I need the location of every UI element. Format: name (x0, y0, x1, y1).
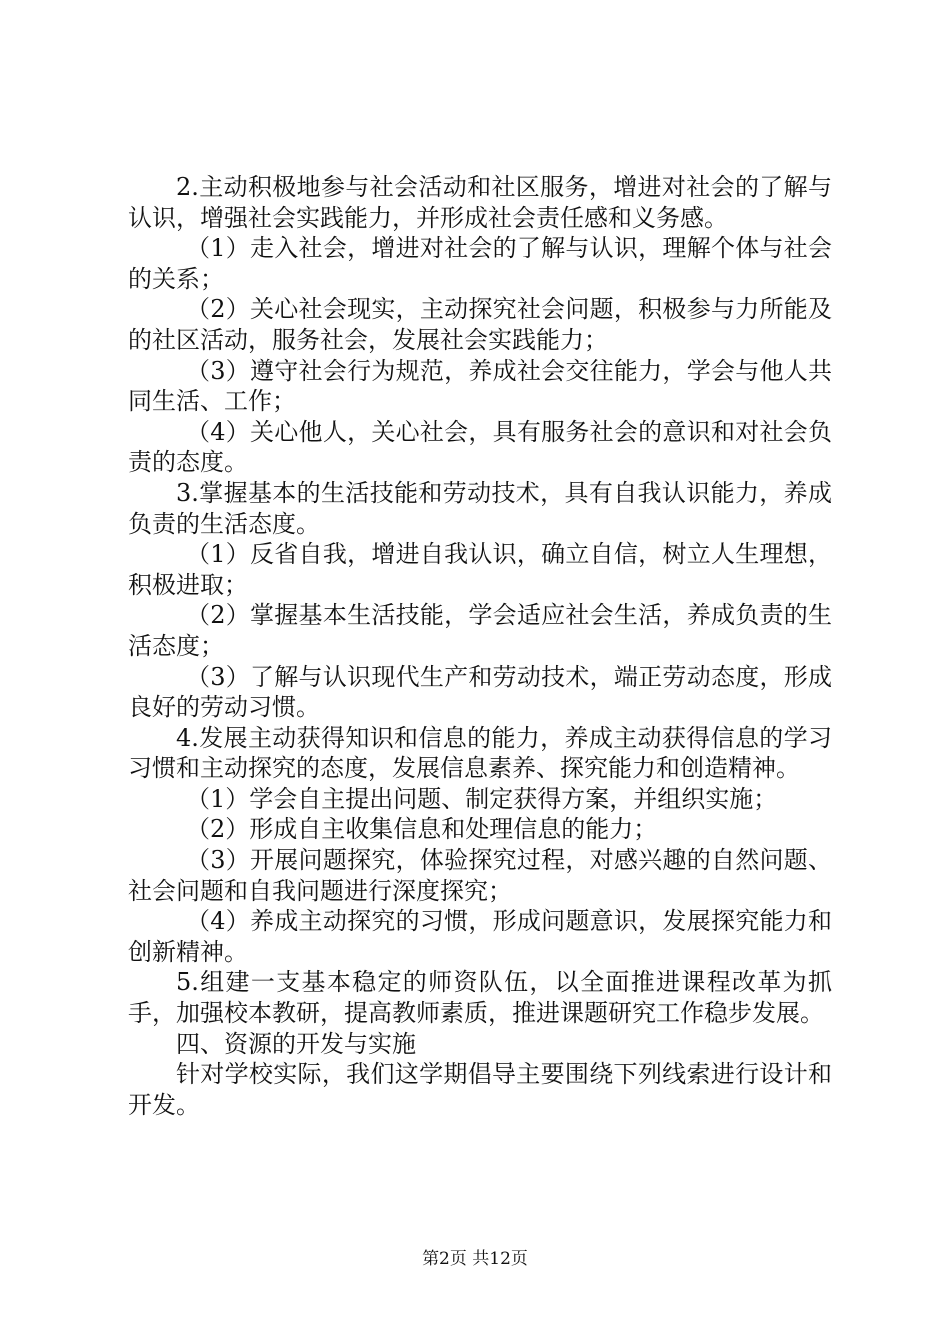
paragraph: （1）反省自我，增进自我认识，确立自信，树立人生理想，积极进取； (128, 540, 832, 599)
paragraph: （2）关心社会现实，主动探究社会问题，积极参与力所能及的社区活动，服务社会，发展社会实践能力； (128, 295, 832, 354)
paragraph: （1）学会自主提出问题、制定获得方案，并组织实施； (186, 784, 778, 813)
section-heading: 四、资源的开发与实施 (176, 1029, 416, 1058)
paragraph: （1）走入社会，增进对社会的了解与认识，理解个体与社会的关系； (128, 234, 832, 293)
paragraph: 2.主动积极地参与社会活动和社区服务，增进对社会的了解与认识，增强社会实践能力，并形成社会责任感和义务感。 (128, 173, 832, 232)
document-body (128, 172, 832, 1120)
paragraph: 5.组建一支基本稳定的师资队伍，以全面推进课程改革为抓手，加强校本教研，提高教师素质，推进课题研究工作稳步发展。 (128, 968, 832, 1028)
paragraph: （3）了解与认识现代生产和劳动技术，端正劳动态度，形成良好的劳动习惯。 (128, 662, 832, 722)
page-number-footer: 第2页 共12页 (422, 1249, 528, 1269)
paragraph: 4.发展主动获得知识和信息的能力，养成主动获得信息的学习习惯和主动探究的态度，发展信息素养、探究能力和创造精神。 (128, 723, 832, 783)
paragraph: （4）关心他人，关心社会，具有服务社会的意识和对社会负责的态度。 (128, 417, 832, 477)
paragraph: 3.掌握基本的生活技能和劳动技术，具有自我认识能力，养成负责的生活态度。 (128, 478, 832, 538)
paragraph: 针对学校实际，我们这学期倡导主要围绕下列线索进行设计和开发。 (128, 1060, 832, 1119)
paragraph: （3）遵守社会行为规范，养成社会交往能力，学会与他人共同生活、工作； (128, 356, 832, 416)
paragraph: （4）养成主动探究的习惯，形成问题意识，发展探究能力和创新精神。 (128, 907, 832, 966)
paragraph: （3）开展问题探究，体验探究过程，对感兴趣的自然问题、社会问题和自我问题进行深度探究； (128, 846, 832, 905)
paragraph: （2）形成自主收集信息和处理信息的能力； (186, 815, 658, 844)
paragraph: （2）掌握基本生活技能，学会适应社会生活，养成负责的生活态度； (128, 601, 832, 660)
